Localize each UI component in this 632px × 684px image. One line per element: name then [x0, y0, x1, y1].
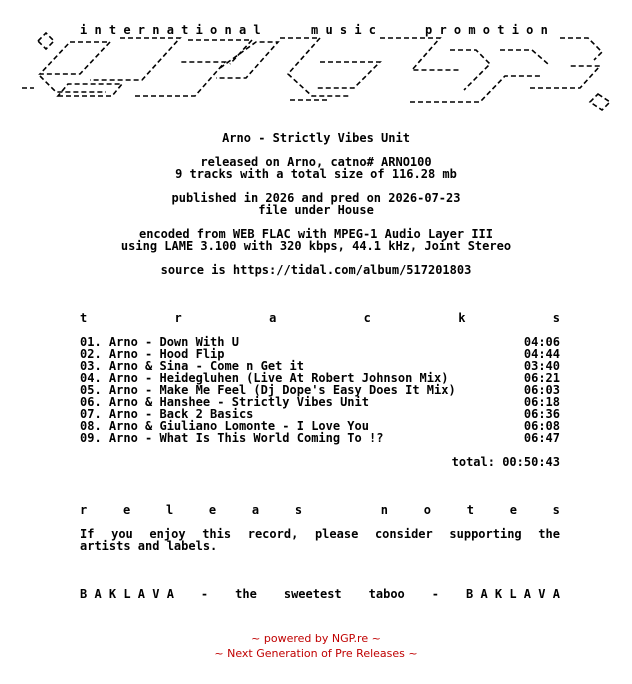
- track-time: 04:44: [523, 347, 560, 361]
- track-title: 03. Arno & Sina - Come n Get it: [80, 359, 304, 373]
- tagline-part: -: [200, 587, 209, 601]
- track-title: 02. Arno - Hood Flip: [80, 347, 225, 361]
- notes-heading-letter: o: [423, 503, 431, 517]
- track-time: 06:18: [523, 395, 560, 409]
- notes-heading-letter: a: [251, 503, 260, 517]
- notes-word: enjoy: [149, 527, 186, 541]
- header-word-music: m u s i c: [311, 23, 377, 37]
- release-title: Arno - Strictly Vibes Unit: [222, 131, 410, 145]
- track-time: 03:40: [523, 359, 560, 373]
- notes-word: record,: [247, 527, 299, 541]
- track-time: 06:08: [523, 419, 560, 433]
- track-time: 06:36: [523, 407, 560, 421]
- track-title: 08. Arno & Giuliano Lomonte - I Love You: [80, 419, 369, 433]
- notes-heading-letter: e: [208, 503, 217, 517]
- tracks-summary-line: 9 tracks with a total size of 116.28 mb: [175, 167, 457, 181]
- tracks-heading-letter: t: [80, 311, 88, 325]
- track-row: [80, 432, 560, 444]
- baklava-ascii-logo: [20, 16, 620, 126]
- notes-heading-letter: r: [80, 503, 88, 517]
- release-notes-line-2: artists and labels.: [80, 539, 218, 553]
- notes-heading-letter: e: [122, 503, 131, 517]
- tagline-part: the: [235, 587, 257, 601]
- footer-ngp-tagline: ~ Next Generation of Pre Releases ~: [214, 647, 418, 660]
- notes-word: this: [202, 527, 232, 541]
- track-title: 09. Arno - What Is This World Coming To !?: [80, 431, 384, 445]
- track-time: 06:21: [523, 371, 560, 385]
- tracks-heading-letter: c: [363, 311, 371, 325]
- notes-heading-gap: [338, 504, 345, 516]
- header-word-promotion: p r o m o t i o n: [425, 23, 548, 37]
- notes-heading-letter: l: [165, 503, 174, 517]
- total-duration: total: 00:50:43: [451, 455, 560, 469]
- track-title: 06. Arno & Hanshee - Strictly Vibes Unit: [80, 395, 369, 409]
- source-line: source is https://tidal.com/album/517201803: [160, 263, 472, 277]
- tagline: [80, 588, 560, 600]
- published-line: published in 2026 and pred on 2026-07-23: [171, 191, 461, 205]
- notes-word: supporting: [449, 527, 522, 541]
- tagline-part: B A K L A V A: [80, 587, 174, 601]
- tracks-heading-letter: r: [174, 311, 182, 325]
- tagline-part: B A K L A V A: [466, 587, 560, 601]
- tracks-heading-letter: k: [458, 311, 466, 325]
- genre-line: file under House: [258, 203, 374, 217]
- track-title: 04. Arno - Heidegluhen (Live At Robert Johnson Mix): [80, 371, 449, 385]
- tracks-heading-letter: s: [552, 311, 560, 325]
- track-title: 05. Arno - Make Me Feel (Dj Dope's Easy Does It Mix): [80, 383, 456, 397]
- released-line: released on Arno, catno# ARNO100: [200, 155, 432, 169]
- footer-powered-by: ~ powered by NGP.re ~: [251, 632, 381, 645]
- track-time: 06:47: [523, 431, 560, 445]
- notes-heading-letter: e: [509, 503, 517, 517]
- notes-heading-letter: t: [466, 503, 474, 517]
- tagline-part: sweetest: [283, 587, 342, 601]
- notes-heading-letter: s: [552, 503, 560, 517]
- encoded-line: encoded from WEB FLAC with MPEG-1 Audio Layer III: [138, 227, 493, 241]
- track-title: 01. Arno - Down With U: [80, 335, 239, 349]
- notes-word: the: [538, 527, 560, 541]
- notes-word: If: [80, 527, 95, 541]
- tagline-part: taboo: [368, 587, 405, 601]
- tracks-heading: [80, 312, 560, 324]
- notes-heading-letter: n: [380, 503, 389, 517]
- header-word-international: i n t e r n a t i o n a l: [80, 23, 261, 37]
- track-time: 06:03: [523, 383, 560, 397]
- notes-word: please: [314, 527, 359, 541]
- tracks-heading-letter: a: [269, 311, 277, 325]
- notes-word: consider: [374, 527, 433, 541]
- tagline-part: -: [431, 587, 439, 601]
- track-time: 04:06: [523, 335, 560, 349]
- release-notes-heading: [80, 504, 560, 516]
- lame-line: using LAME 3.100 with 320 kbps, 44.1 kHz, Joint Stereo: [120, 239, 512, 253]
- track-title: 07. Arno - Back 2 Basics: [80, 407, 254, 421]
- notes-word: you: [111, 527, 133, 541]
- notes-heading-letter: s: [294, 503, 303, 517]
